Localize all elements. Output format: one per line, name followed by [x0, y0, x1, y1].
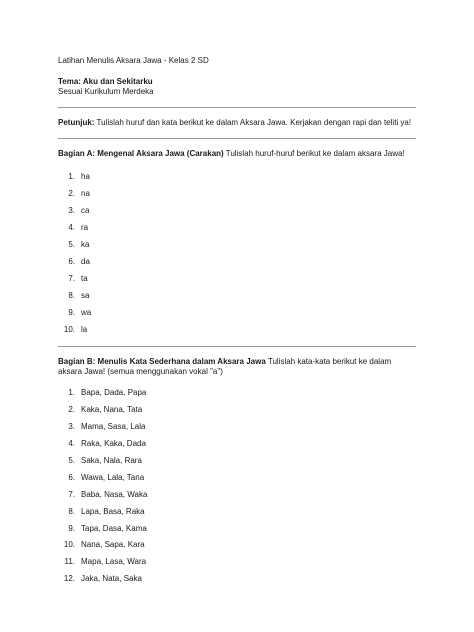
divider	[58, 346, 416, 347]
list-item	[58, 385, 416, 402]
section-a-heading	[58, 149, 416, 159]
list-item	[58, 453, 416, 470]
list-item	[58, 168, 416, 185]
item-text: na	[81, 188, 90, 198]
instructions-text: Tulislah huruf dan kata berikut ke dalam Aksara Jawa. Kerjakan dengan rapi dan teliti ya!	[94, 118, 412, 127]
section-b-description: Tulislah kata-kata berikut ke dalam aksara Jawa! (semua menggunakan vokal "a")	[58, 357, 392, 376]
list-item	[58, 503, 416, 520]
list-item	[58, 469, 416, 486]
item-text: ha	[81, 171, 90, 181]
section-a-description: Tulislah huruf-huruf berikut ke dalam aksara Jawa!	[223, 149, 405, 158]
item-text: ta	[81, 273, 88, 283]
item-number: 6.	[68, 472, 75, 482]
item-text: Nana, Sapa, Kara	[81, 540, 145, 550]
list-item	[58, 185, 416, 202]
item-number: 9.	[68, 523, 75, 533]
item-text: ka	[81, 239, 90, 249]
item-text: Raka, Kaka, Dada	[81, 439, 146, 449]
divider	[58, 107, 416, 108]
theme-label: Tema: Aku dan Sekitarku	[58, 77, 153, 86]
item-number: 11.	[64, 557, 75, 567]
list-item	[58, 419, 416, 436]
list-item	[58, 554, 416, 571]
list-item	[58, 219, 416, 236]
list-item	[58, 436, 416, 453]
list-item	[58, 253, 416, 270]
item-number: 5.	[68, 239, 75, 249]
item-text: Tapa, Dasa, Kama	[81, 523, 147, 533]
section-b-heading	[58, 357, 416, 377]
list-item	[58, 304, 416, 321]
item-number: 4.	[68, 222, 75, 232]
item-number: 1.	[68, 171, 75, 181]
item-number: 6.	[68, 256, 75, 266]
item-text: Wawa, Lala, Tana	[81, 472, 145, 482]
item-number: 8.	[68, 290, 75, 300]
item-text: Bapa, Dada, Papa	[81, 388, 147, 398]
item-text: sa	[81, 290, 90, 300]
item-text: Saka, Nala, Rara	[81, 456, 142, 465]
item-number: 7.	[68, 489, 75, 499]
section-a	[58, 149, 416, 338]
instructions-label: Petunjuk:	[58, 118, 95, 127]
list-item	[58, 202, 416, 219]
list-item	[58, 402, 416, 419]
document-title: Latihan Menulis Aksara Jawa - Kelas 2 SD	[58, 56, 209, 65]
list-item	[58, 270, 416, 287]
section-b-list	[58, 385, 416, 588]
item-number: 9.	[68, 307, 75, 317]
curriculum-note: Sesuai Kurikulum Merdeka	[58, 87, 154, 96]
item-text: Mama, Sasa, Lala	[81, 422, 146, 432]
list-item	[58, 520, 416, 537]
section-b	[58, 357, 416, 588]
item-number: 3.	[68, 422, 75, 432]
item-text: wa	[81, 307, 92, 317]
divider	[58, 138, 416, 139]
list-item	[58, 571, 416, 588]
section-b-title: Bagian B: Menulis Kata Sederhana dalam Aksara Jawa	[58, 357, 266, 366]
item-text: la	[81, 324, 88, 334]
item-text: Baba, Nasa, Waka	[81, 489, 148, 499]
list-item	[58, 287, 416, 304]
item-number: 10.	[63, 324, 75, 334]
item-number: 7.	[68, 273, 75, 283]
item-number: 1.	[68, 388, 75, 398]
item-text: Mapa, Lasa, Wara	[81, 557, 147, 567]
item-number: 2.	[68, 405, 75, 415]
list-item	[58, 486, 416, 503]
item-number: 12.	[63, 574, 75, 584]
list-item	[58, 236, 416, 253]
instructions	[58, 118, 416, 128]
item-text: ra	[81, 222, 89, 232]
item-text: Kaka, Nana, Tata	[81, 405, 143, 415]
list-item	[58, 321, 416, 338]
item-text: da	[81, 256, 90, 266]
item-number: 5.	[68, 456, 75, 465]
section-a-title: Bagian A: Mengenal Aksara Jawa (Carakan)	[58, 149, 224, 158]
item-text: Jaka, Nata, Saka	[81, 574, 142, 584]
item-number: 4.	[68, 439, 75, 449]
item-number: 2.	[68, 188, 75, 198]
item-text: Lapa, Basa, Raka	[81, 506, 145, 516]
item-text: ca	[81, 205, 90, 215]
item-number: 3.	[68, 205, 75, 215]
item-number: 10.	[63, 540, 75, 550]
item-number: 8.	[68, 506, 75, 516]
list-item	[58, 537, 416, 554]
section-a-list	[58, 168, 416, 338]
